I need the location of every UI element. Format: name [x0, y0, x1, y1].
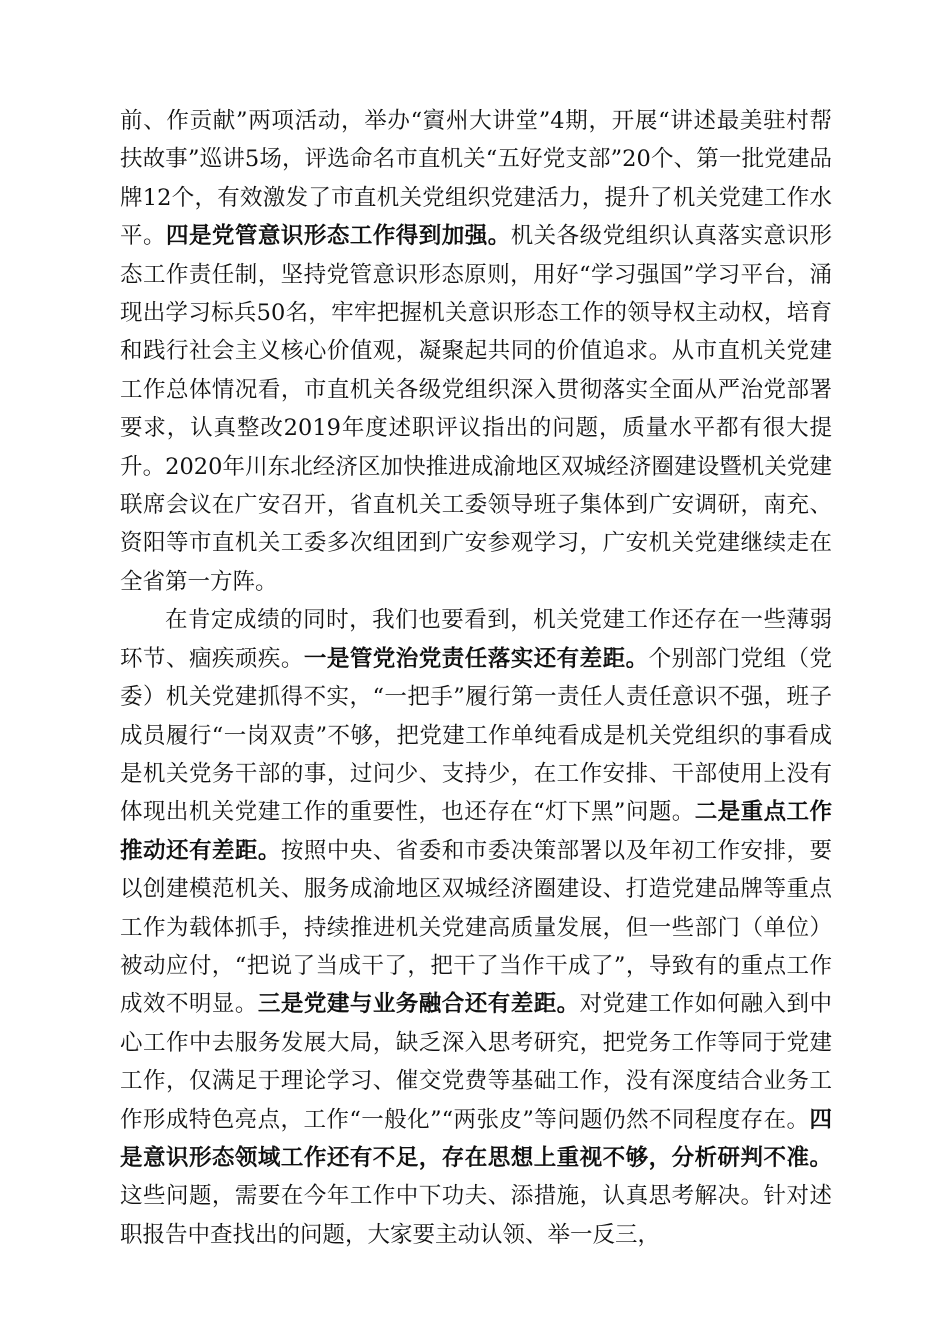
text-run: 个别部门党组（党委）机关党建抓得不实，“一把手”履行第一责任人责任意识不强，班子成员履行“一岗双责”不够，把党建工作单纯看成是机关党组织的事看成是机关党务干部的事，过问少、支持少，在工作安排、干部使用上没有体现出机关党建工作的重要性，也还存在“灯下黑”问题。 — [120, 645, 832, 826]
paragraph-achievements — [120, 102, 832, 601]
text-run: 在肯定成绩的同时，我们也要看到，机关党建工作还存在一些薄弱环节、痼疾顽疾。 — [120, 607, 832, 672]
bold-heading-integration-gap: 三是党建与业务融合还有差距。 — [257, 991, 580, 1018]
text-run: 这些问题，需要在今年工作中下功夫、添措施，认真思考解决。针对述职报告中查找出的问题，大家要主动认领、举一反三， — [120, 1183, 832, 1248]
bold-heading-ideology-strengthened: 四是党管意识形态工作得到加强。 — [165, 223, 511, 250]
document-body — [120, 102, 832, 1254]
text-run: 对党建工作如何融入到中心工作中去服务发展大局，缺乏深入思考研究，把党务工作等同于党建工作，仅满足于理论学习、催交党费等基础工作，没有深度结合业务工作形成特色亮点，工作“一般化”“两张皮”等问题仍然不同程度存在。 — [120, 991, 832, 1133]
bold-heading-key-work-gap: 二是重点工作推动还有差距。 — [120, 799, 832, 864]
text-run: 机关各级党组织认真落实意识形态工作责任制，坚持党管意识形态原则，用好“学习强国”学习平台，涌现出学习标兵50名，牢牢把握机关意识形态工作的领导权主动权，培育和践行社会主义核心价值观，凝聚起共同的价值追求。从市直机关党建工作总体情况看，市直机关各级党组织深入贯彻落实全面从严治党部署要求，认真整改2019年度述职评议指出的问题，质量水平都有很大提升。2020年川东北经济区加快推进成渝地区双城经济圈建设暨机关党建联席会议在广安召开，省直机关工委领导班子集体到广安调研，南充、资阳等市直机关工委多次组团到广安参观学习，广安机关党建继续走在全省第一方阵。 — [120, 223, 832, 595]
bold-heading-ideology-shortfall: 四是意识形态领域工作还有不足，存在思想上重视不够，分析研判不准。 — [120, 1106, 832, 1171]
text-run: 按照中央、省委和市委决策部署以及年初工作安排，要以创建模范机关、服务成渝地区双城经济圈建设、打造党建品牌等重点工作为载体抓手，持续推进机关党建高质量发展，但一些部门（单位）被动应付，“把说了当成干了，把干了当作干成了”，导致有的重点工作成效不明显。 — [120, 837, 832, 1018]
paragraph-problems — [120, 601, 832, 1254]
text-run: 前、作贡献”两项活动，举办“賨州大讲堂”4期，开展“讲述最美驻村帮扶故事”巡讲5场，评选命名市直机关“五好党支部”20个、第一批党建品牌12个，有效激发了市直机关党组织党建活力，提升了机关党建工作水平。 — [120, 108, 832, 250]
bold-heading-responsibility-gap: 一是管党治党责任落实还有差距。 — [303, 645, 649, 672]
